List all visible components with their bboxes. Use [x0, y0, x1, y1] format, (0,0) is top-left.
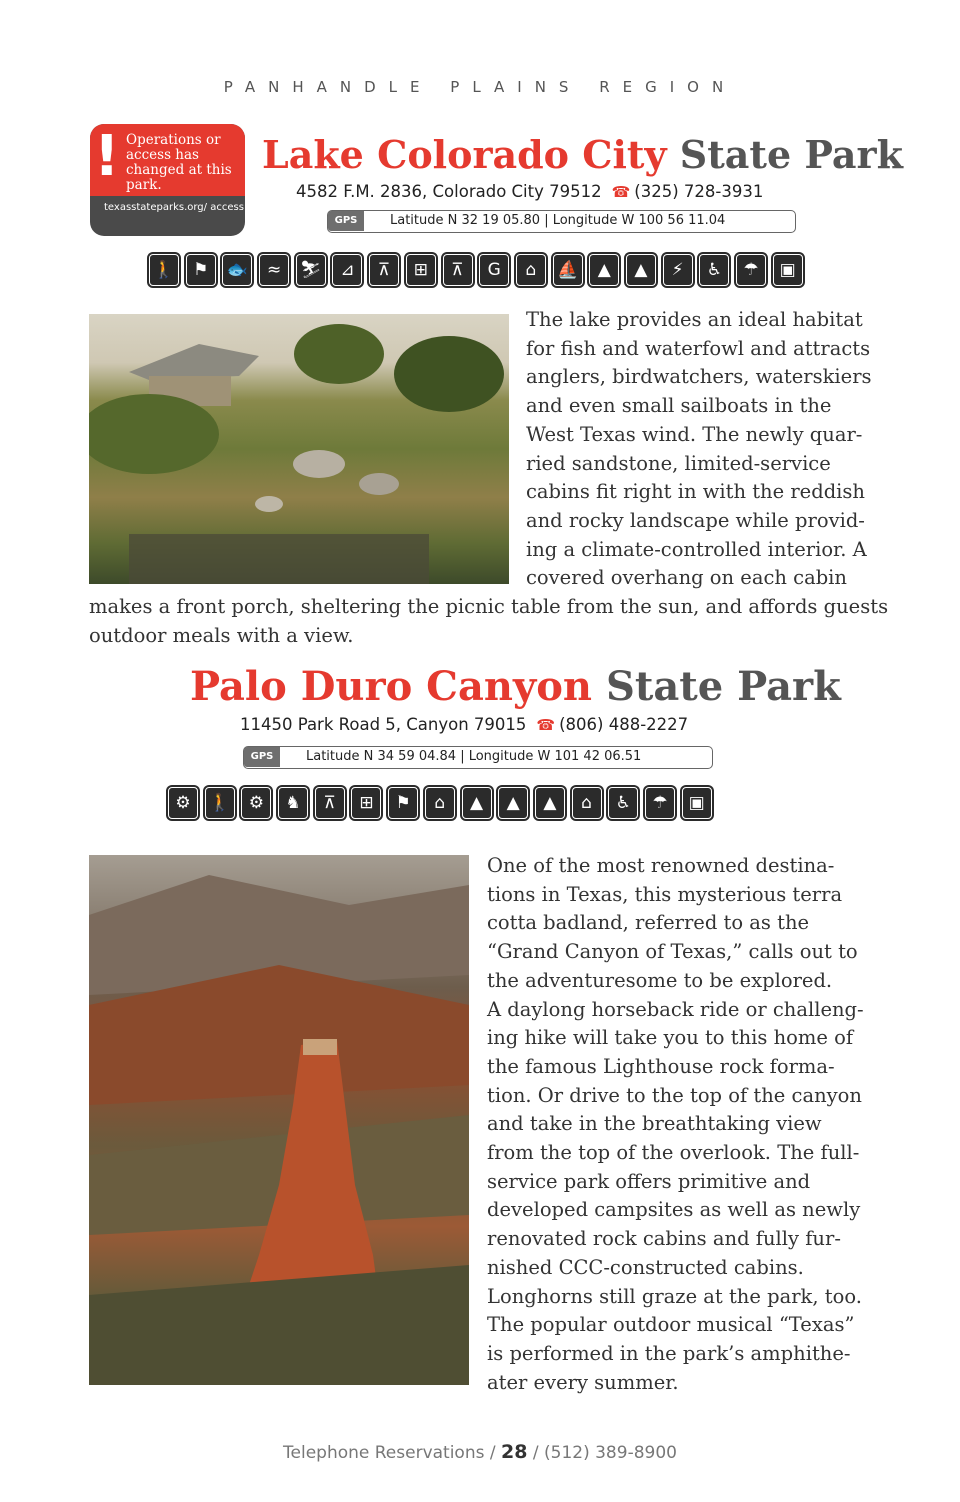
region-header: PANHANDLE PLAINS REGION — [223, 78, 737, 96]
text-line: ried sandstone, limited-service — [526, 451, 831, 475]
cabins-icon: ⌂ — [570, 785, 604, 821]
text-line: cotta badland, referred to as the — [487, 911, 810, 935]
foreground-brush-shape — [89, 1265, 469, 1385]
waterskiing-icon: ⛷ — [294, 252, 328, 288]
park-address-line — [296, 181, 763, 203]
rv-dump-icon: ▣ — [680, 785, 714, 821]
picnic-icon: ⊼ — [313, 785, 347, 821]
text-line: ing hike will take you to this home of — [487, 1026, 854, 1050]
alert-exclamation-icon: ! — [94, 124, 120, 189]
primitive-camping-icon: ▲ — [496, 785, 530, 821]
text-line: The popular outdoor musical “Texas” — [487, 1313, 855, 1337]
text-line: cabins fit right in with the reddish — [526, 480, 865, 504]
phone-icon: ☎ — [536, 716, 556, 734]
text-line: makes a front porch, sheltering the picnic table from the sun, and affords guests — [89, 595, 889, 618]
text-line: One of the most renowned destina- — [487, 854, 835, 877]
gps-tag: GPS — [244, 747, 280, 767]
text-line: tions in Texas, this mysterious terra — [487, 882, 843, 906]
text-line: ater every summer. — [487, 1370, 679, 1394]
text-line: The lake provides an ideal habitat — [526, 308, 863, 331]
swimming-icon: ≈ — [257, 252, 291, 288]
footer-phone: / (512) 389-8900 — [527, 1443, 677, 1463]
text-line: ing a climate-controlled interior. A — [526, 537, 867, 561]
text-line: West Texas wind. The newly quar- — [526, 422, 863, 446]
alert-url[interactable]: texasstateparks.org/ access — [104, 202, 244, 213]
operations-alert-badge[interactable] — [90, 124, 245, 236]
tree-shape — [394, 336, 504, 412]
text-line: covered overhang on each cabin — [526, 566, 847, 590]
text-line: developed campsites as well as newly — [487, 1198, 861, 1222]
park-phone: (806) 488-2227 — [559, 715, 689, 734]
water-camping-icon: ▲ — [624, 252, 658, 288]
page-footer — [0, 1441, 960, 1463]
lighthouse-cap-shape — [303, 1039, 337, 1055]
shelter-icon: ⌂ — [514, 252, 548, 288]
nature-trail-icon: ⚑ — [386, 785, 420, 821]
gps-coordinates — [327, 210, 796, 233]
primitive-camping-icon: ▲ — [587, 252, 621, 288]
text-line: from the top of the overlook. The full- — [487, 1141, 860, 1165]
park-description-column — [487, 852, 864, 1397]
text-line: and even small sailboats in the — [526, 394, 832, 418]
picnic-icon: ⊼ — [367, 252, 401, 288]
canyon-photo-scene — [89, 855, 469, 1385]
showers-icon: ☂ — [734, 252, 768, 288]
park-type: State Park — [605, 663, 841, 710]
text-line: and rocky landscape while provid- — [526, 508, 865, 532]
lake-photo-scene — [89, 314, 509, 584]
text-line: outdoor meals with a view. — [89, 623, 354, 647]
page-number: 28 — [501, 1441, 528, 1463]
group-facility-icon: G — [477, 252, 511, 288]
text-line: nished CCC-constructed cabins. — [487, 1255, 804, 1279]
park-description-column — [526, 306, 872, 593]
text-line: is performed in the park’s amphithe- — [487, 1341, 851, 1365]
amenity-icons-row — [147, 252, 807, 288]
shelter-icon: ⌂ — [423, 785, 457, 821]
park-address-line — [240, 714, 688, 736]
hiking-icon: 🚶 — [203, 785, 237, 821]
restrooms-icon: ♿ — [697, 252, 731, 288]
boat-ramp-icon: ⊿ — [330, 252, 364, 288]
park-phone: (325) 728-3931 — [634, 182, 764, 201]
rv-dump-icon: ▣ — [771, 252, 805, 288]
cabin-roof-shape — [129, 344, 259, 380]
gps-coords: Latitude N 32 19 05.80 | Longitude W 100 56 11.04 — [390, 213, 726, 228]
lake-colorado-city-photo — [89, 314, 509, 584]
rock-shape — [359, 473, 399, 495]
rock-shape — [255, 496, 283, 512]
text-line: Longhorns still graze at the park, too. — [487, 1284, 862, 1308]
alert-message: Operations or access has changed at this park. — [126, 132, 232, 193]
park-description-continued — [89, 593, 888, 650]
rock-shape — [293, 450, 345, 478]
group-picnic-icon: ⊼ — [441, 252, 475, 288]
park-type: State Park — [679, 132, 903, 177]
gps-coords: Latitude N 34 59 04.84 | Longitude W 101 42 06.51 — [306, 749, 642, 764]
mountain-biking-icon: ⚙ — [239, 785, 273, 821]
phone-icon: ☎ — [611, 183, 631, 201]
gps-tag: GPS — [328, 211, 364, 231]
tree-shape — [294, 324, 384, 384]
fishing-icon: 🐟 — [220, 252, 254, 288]
restrooms-icon: ♿ — [606, 785, 640, 821]
park-name: Lake Colorado City — [262, 132, 667, 177]
text-line: A daylong horseback ride or challeng- — [487, 997, 864, 1021]
gps-coordinates — [243, 746, 713, 769]
showers-icon: ☂ — [643, 785, 677, 821]
electric-camping-icon: ⚡ — [661, 252, 695, 288]
text-line: renovated rock cabins and fully fur- — [487, 1227, 841, 1251]
equestrian-camping-icon: ▲ — [460, 785, 494, 821]
biking-icon: ⚙ — [166, 785, 200, 821]
park-address: 4582 F.M. 2836, Colorado City 79512 — [296, 182, 602, 201]
text-line: service park offers primitive and — [487, 1169, 811, 1193]
hiking-icon: 🚶 — [147, 252, 181, 288]
nature-trail-icon: ⚑ — [184, 252, 218, 288]
text-line: for fish and waterfowl and attracts — [526, 336, 871, 360]
park-title-palo-duro-canyon — [190, 664, 841, 710]
boating-icon: ⛵ — [551, 252, 585, 288]
amenity-icons-row — [166, 785, 716, 821]
park-title-lake-colorado-city — [262, 132, 903, 178]
text-line: and take in the breathtaking view — [487, 1112, 822, 1136]
text-line: the famous Lighthouse rock forma- — [487, 1054, 835, 1078]
park-address: 11450 Park Road 5, Canyon 79015 — [240, 715, 527, 734]
footer-reservations-label: Telephone Reservations / — [283, 1443, 502, 1463]
gift-shop-icon: ⊞ — [349, 785, 383, 821]
equestrian-icon: ♞ — [276, 785, 310, 821]
gift-shop-icon: ⊞ — [404, 252, 438, 288]
pond-shape — [129, 534, 429, 584]
text-line: “Grand Canyon of Texas,” calls out to — [487, 940, 858, 964]
text-line: tion. Or drive to the top of the canyon — [487, 1083, 862, 1107]
palo-duro-canyon-photo — [89, 855, 469, 1385]
water-camping-icon: ▲ — [533, 785, 567, 821]
park-name: Palo Duro Canyon — [190, 663, 593, 710]
text-line: anglers, birdwatchers, waterskiers — [526, 365, 872, 389]
text-line: the adventuresome to be explored. — [487, 968, 833, 992]
